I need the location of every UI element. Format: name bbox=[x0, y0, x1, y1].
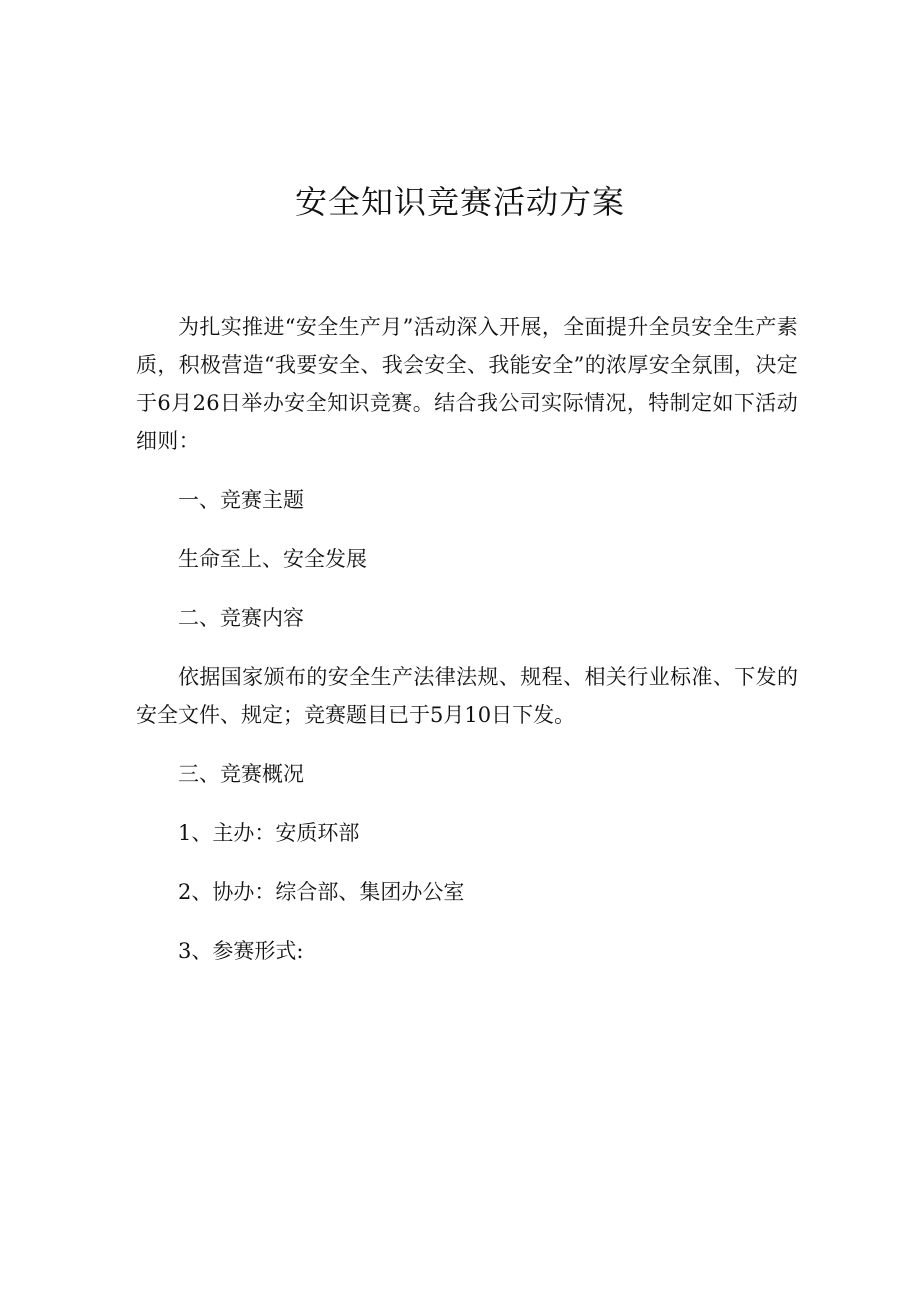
section-heading-overview: 三、竞赛概况 bbox=[178, 762, 304, 786]
section-text-theme: 生命至上、安全发展 bbox=[178, 547, 367, 571]
section-heading-content: 二、竞赛内容 bbox=[178, 606, 304, 630]
intro-paragraph: 为扎实推进“安全生产月”活动深入开展，全面提升全员安全生产素质，积极营造“我要安全、我会安全、我能安全”的浓厚安全氛围，决定于6月26日举办安全知识竞赛。结合我公司实际情况，特制定如下活动细则： bbox=[136, 315, 798, 453]
list-item-format: 3、参赛形式: bbox=[178, 939, 304, 963]
list-item-organizer: 1、主办：安质环部 bbox=[178, 821, 360, 845]
list-item-co-organizer: 2、协办：综合部、集团办公室 bbox=[178, 880, 465, 904]
document-title: 安全知识竞赛活动方案 bbox=[294, 183, 625, 221]
section-heading-theme: 一、竞赛主题 bbox=[178, 488, 304, 512]
section-text-content: 依据国家颁布的安全生产法律法规、规程、相关行业标准、下发的安全文件、规定；竞赛题目已于5月10日下发。 bbox=[136, 665, 798, 727]
document-body bbox=[136, 308, 798, 970]
